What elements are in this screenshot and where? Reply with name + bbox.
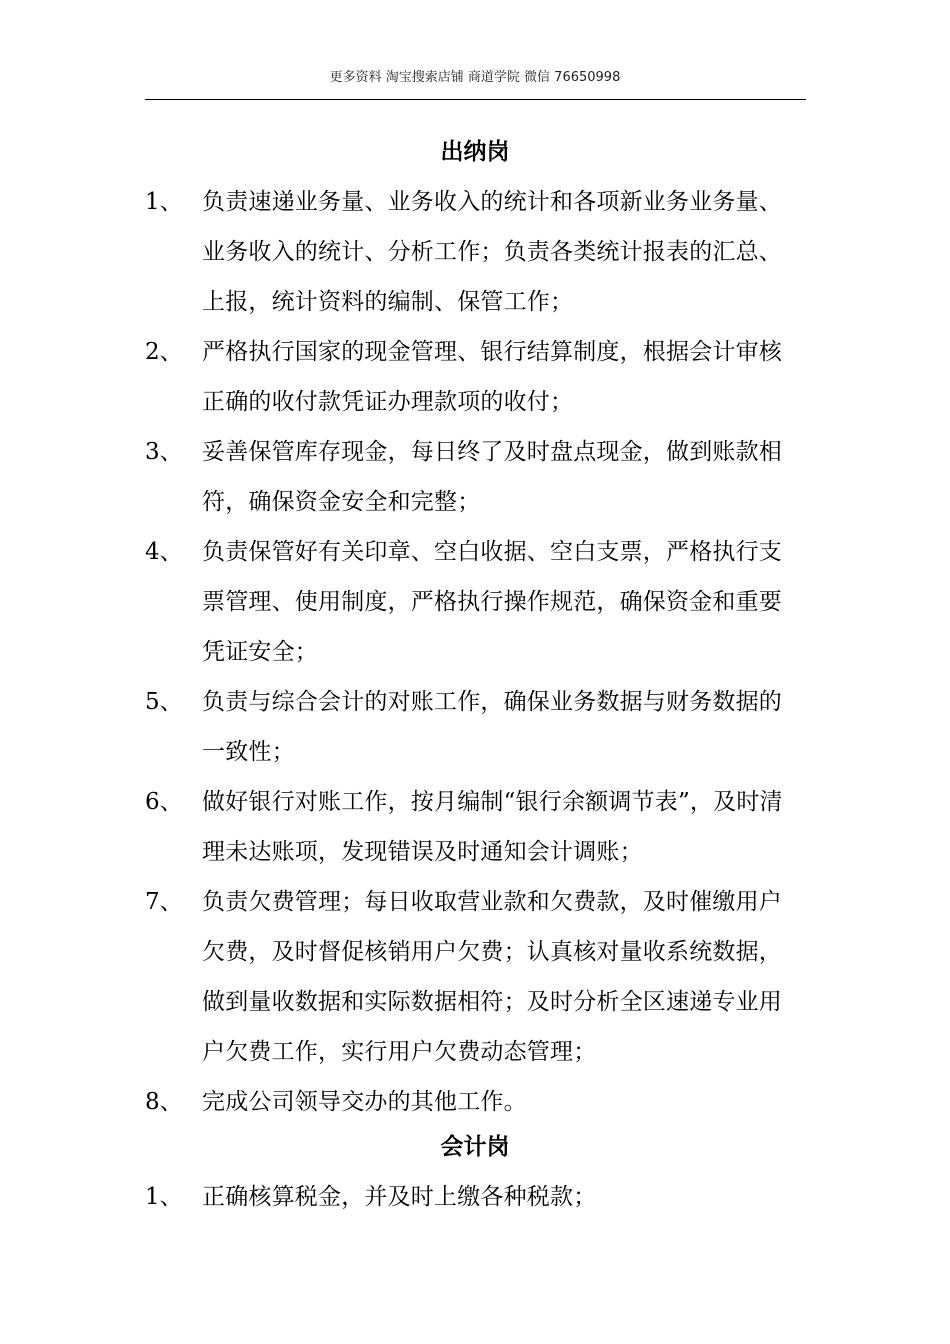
- list-item: [0, 427, 950, 527]
- list-item: [0, 1172, 950, 1222]
- item-text: 负责保管好有关印章、空白收据、空白支票，严格执行支票管理、使用制度，严格执行操作规范，确保资金和重要凭证安全；: [202, 539, 782, 665]
- list-item: [0, 327, 950, 427]
- item-text: 负责速递业务量、业务收入的统计和各项新业务业务量、业务收入的统计、分析工作；负责各类统计报表的汇总、上报，统计资料的编制、保管工作；: [202, 189, 782, 315]
- item-number: 8、: [145, 1089, 183, 1115]
- item-text: 妥善保管库存现金，每日终了及时盘点现金，做到账款相符，确保资金安全和完整；: [202, 439, 782, 515]
- list-item: [0, 1077, 950, 1127]
- section-title-cashier: 出纳岗: [440, 139, 510, 165]
- item-number: 1、: [145, 189, 183, 215]
- item-number: 5、: [145, 689, 183, 715]
- header-divider: [145, 99, 806, 100]
- cashier-duty-list: [0, 177, 950, 1127]
- item-text: 做好银行对账工作，按月编制“银行余额调节表”，及时清理未达账项，发现错误及时通知会计调账；: [202, 789, 783, 865]
- page-header: 更多资料 淘宝搜索店铺 商道学院 微信 76650998: [329, 70, 621, 85]
- list-item: [0, 677, 950, 777]
- list-item: [0, 777, 950, 877]
- item-number: 1、: [145, 1184, 183, 1210]
- section-title-accountant: 会计岗: [440, 1134, 510, 1160]
- item-number: 3、: [145, 439, 183, 465]
- item-text: 负责与综合会计的对账工作，确保业务数据与财务数据的一致性；: [202, 689, 782, 765]
- list-item: [0, 877, 950, 1077]
- list-item: [0, 177, 950, 327]
- item-text: 负责欠费管理；每日收取营业款和欠费款，及时催缴用户欠费，及时督促核销用户欠费；认真核对量收系统数据，做到量收数据和实际数据相符；及时分析全区速递专业用户欠费工作，实行用户欠费动态管理；: [202, 889, 782, 1065]
- list-item: [0, 527, 950, 677]
- accountant-duty-list: [0, 1172, 950, 1222]
- item-number: 4、: [145, 539, 183, 565]
- item-text: 完成公司领导交办的其他工作。: [202, 1089, 527, 1115]
- item-number: 7、: [145, 889, 183, 915]
- item-number: 2、: [145, 339, 183, 365]
- item-number: 6、: [145, 789, 183, 815]
- item-text: 严格执行国家的现金管理、银行结算制度，根据会计审核正确的收付款凭证办理款项的收付；: [202, 339, 782, 415]
- item-text: 正确核算税金，并及时上缴各种税款；: [202, 1184, 597, 1210]
